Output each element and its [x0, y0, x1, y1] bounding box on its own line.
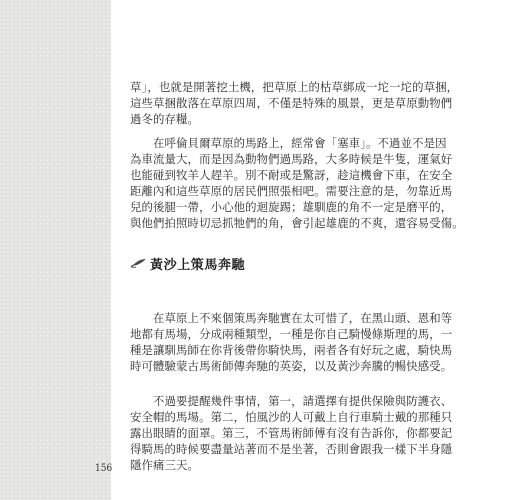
text-line: 地都有馬場，分成兩種類型，一種是你自己騎慢條斯理的馬，一 [130, 327, 453, 341]
text-line: 得騎馬的時候要盡量站著而不是坐著，否則會跟我一樣下半身隱 [130, 442, 453, 456]
text-line: 露出眼睛的面罩。第三，不管馬術師傅有沒有告訴你，你都要記 [130, 426, 453, 440]
text-line: 在呼倫貝爾草原的馬路上，經常會「塞車」。不過並不是因 [130, 136, 447, 150]
decorative-side-strip [0, 0, 111, 500]
text-line: 在草原上不來個策馬奔馳實在太可惜了，在黑山頭、恩和等 [130, 311, 453, 325]
text-line: 為車流量大，而是因為動物們過馬路，大多時候是牛隻，運氣好 [130, 152, 453, 166]
text-line: 也能碰到牧羊人趕羊。別不耐或是驚訝，趁這機會下車，在安全 [130, 168, 453, 182]
paragraph-2 [130, 135, 464, 231]
paragraph-4 [130, 393, 453, 473]
text-line: 草」，也就是開著挖土機，把草原上的枯草綁成一坨一坨的草捆， [130, 80, 459, 94]
page-number: 156 [95, 463, 113, 474]
text-line: 這些草捆散落在草原四周，不僅是特殊的風景，更是草原動物們 [130, 96, 453, 110]
paragraph-3 [130, 310, 453, 374]
text-line: 種是讓馴馬師在你背後帶你騎快馬，兩者各有好玩之處，騎快馬 [130, 343, 453, 357]
section-heading [130, 252, 245, 274]
paragraph-1 [130, 79, 459, 127]
text-line: 過冬的存糧。 [130, 112, 200, 126]
feather-quill-icon [130, 258, 146, 268]
text-line: 兒的後腿一帶，小心他的迴旋踢；雄馴鹿的角不一定是磨平的， [130, 200, 453, 214]
text-line: 與他們拍照時切忌抓牠們的角，會引起雄鹿的不爽，還容易受傷。 [130, 216, 464, 230]
text-line: 時可體驗蒙古馬術師傳奔馳的英姿，以及黃沙奔騰的暢快感受。 [130, 359, 453, 373]
text-line: 距離內和這些草原的居民們照張相吧。需要注意的是，勿靠近馬 [130, 184, 453, 198]
text-line: 不過要提醒幾件事情，第一，請選擇有提供保險與防護衣、 [130, 394, 453, 408]
text-line: 隱作痛三天。 [130, 458, 200, 472]
text-line: 安全帽的馬場。第二，怕風沙的人可戴上自行車騎士戴的那種只 [130, 410, 453, 424]
section-heading-text: 黃沙上策馬奔馳 [150, 257, 246, 273]
